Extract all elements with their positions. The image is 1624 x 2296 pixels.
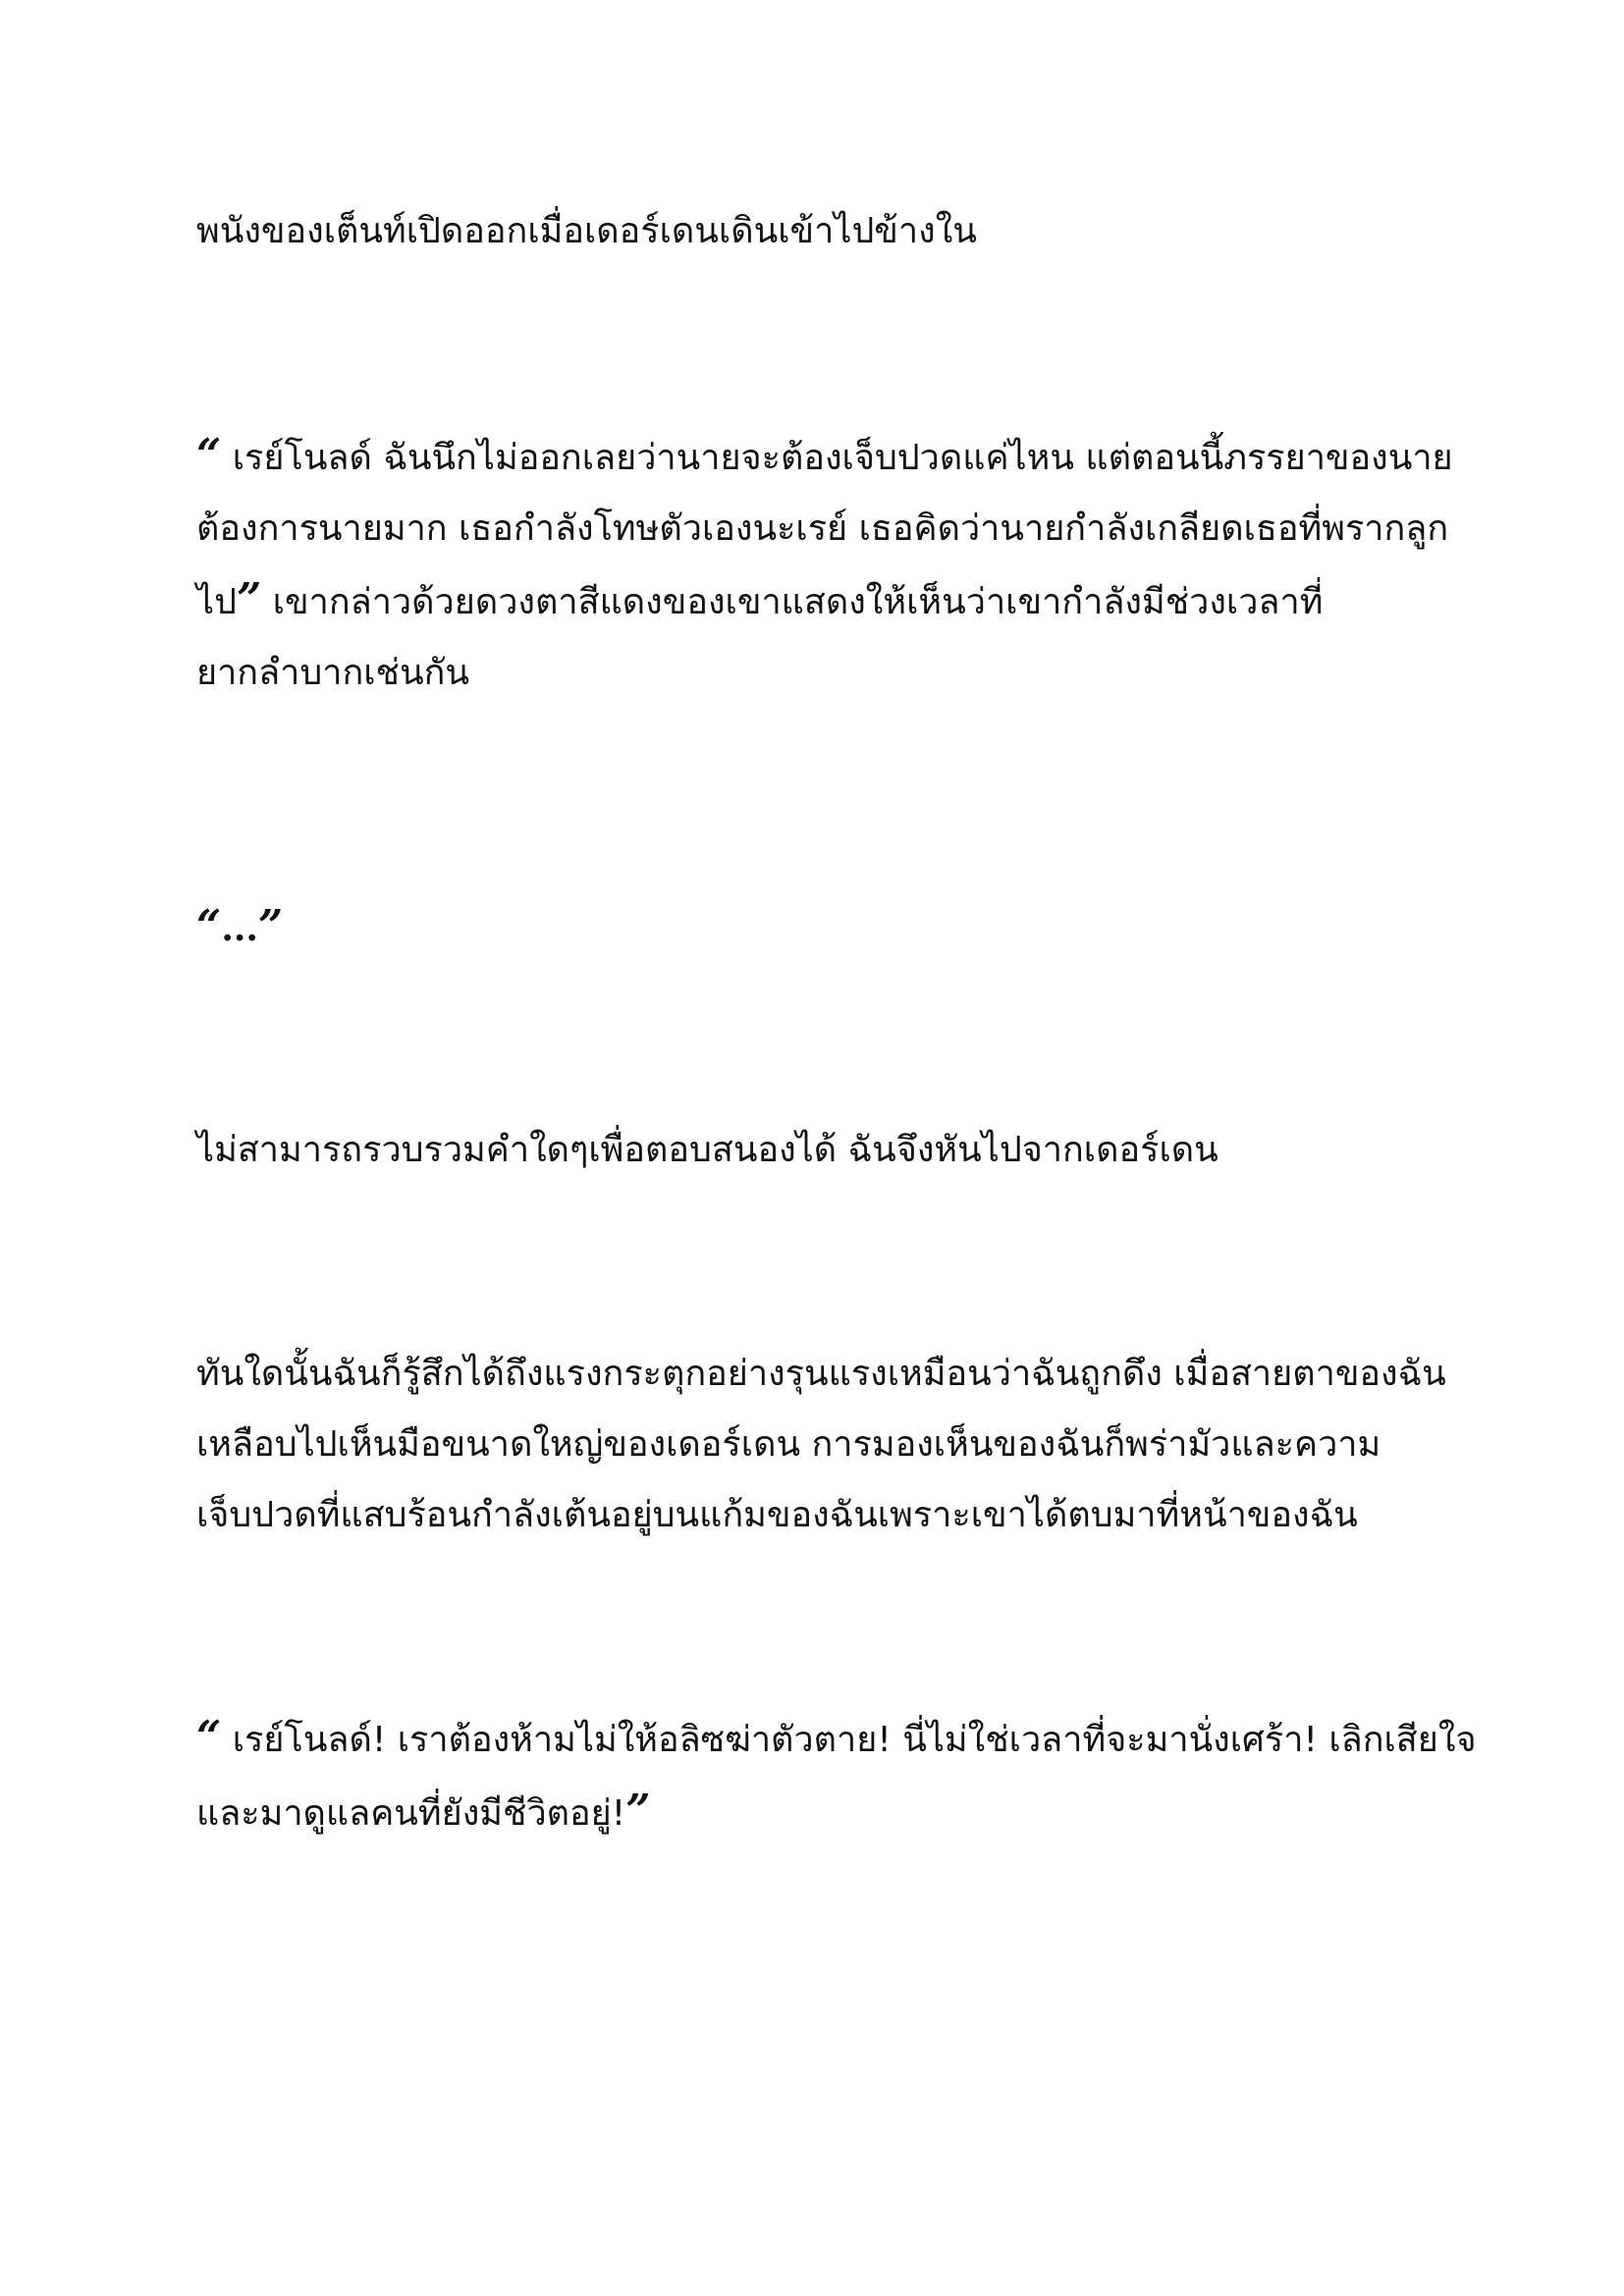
paragraph-1 (196, 196, 1434, 267)
paragraph-5-line-1: ทันใดนั้นฉันก็รู้สึกได้ถึงแรงกระตุกอย่างรุนแรงเหมือนว่าฉันถูกดึง เมื่อสายตาของฉัน (196, 1354, 1446, 1394)
paragraph-5-line-2: เหลือบไปเห็นมือขนาดใหญ่ของเดอร์เดน การมองเห็นของฉันก็พร่ามัวและความ (196, 1424, 1381, 1465)
paragraph-3-line-1 (196, 891, 1434, 965)
paragraph-5 (196, 1339, 1446, 1551)
paragraph-6-line-1 (196, 1702, 1477, 1776)
paragraph-3 (196, 891, 1434, 965)
close-quote: ” (625, 1786, 651, 1836)
paragraph-6 (196, 1702, 1477, 1849)
paragraph-2-line-3-lead: ไป (196, 582, 237, 622)
open-quote: “ (196, 1712, 222, 1762)
paragraph-2 (196, 420, 1453, 709)
open-quote: “ (196, 901, 222, 951)
close-quote: ” (257, 901, 284, 951)
paragraph-6-line-2 (196, 1776, 1434, 1849)
paragraph-6-line-2-text: และมาดูแลคนที่ยังมีชีวิตอยู่! (196, 1793, 626, 1834)
paragraph-2-line-1 (196, 420, 1453, 494)
ellipsis: ... (221, 908, 258, 949)
paragraph-5-line-3: เจ็บปวดที่แสบร้อนกำลังเต้นอยู่บนแก้มของฉันเพราะเขาได้ตบมาที่หน้าของฉัน (196, 1495, 1358, 1535)
open-quote: “ (196, 430, 222, 480)
paragraph-4 (196, 1115, 1434, 1186)
paragraph-2-line-4: ยากลำบากเช่นกัน (196, 653, 469, 693)
paragraph-2-line-3-text: เขากล่าวด้วยดวงตาสีแดงของเขาแสดงให้เห็นว่าเขากำลังมีช่วงเวลาที่ (261, 582, 1324, 622)
paragraph-6-line-1-text: เรย์โนลด์! เราต้องห้ามไม่ให้อลิซฆ่าตัวตาย! นี่ไม่ใช่เวลาที่จะมานั่งเศร้า! เลิกเสียใจ (221, 1720, 1477, 1760)
paragraph-2-line-2: ต้องการนายมาก เธอกำลังโทษตัวเองนะเรย์ เธอคิดว่านายกำลังเกลียดเธอที่พรากลูก (196, 508, 1449, 549)
paragraph-2-line-1-text: เรย์โนลด์ ฉันนึกไม่ออกเลยว่านายจะต้องเจ็บปวดแค่ไหน แต่ตอนนี้ภรรยาของนาย (221, 438, 1453, 478)
paragraph-4-line-1: ไม่สามารถรวบรวมคำใดๆเพื่อตอบสนองได้ ฉันจึงหันไปจากเดอร์เดน (196, 1130, 1218, 1170)
paragraph-2-line-3 (196, 564, 1434, 638)
paragraph-1-line-1: พนังของเต็นท์เปิดออกเมื่อเดอร์เดนเดินเข้าไปข้างใน (196, 211, 977, 251)
close-quote: ” (236, 574, 262, 624)
